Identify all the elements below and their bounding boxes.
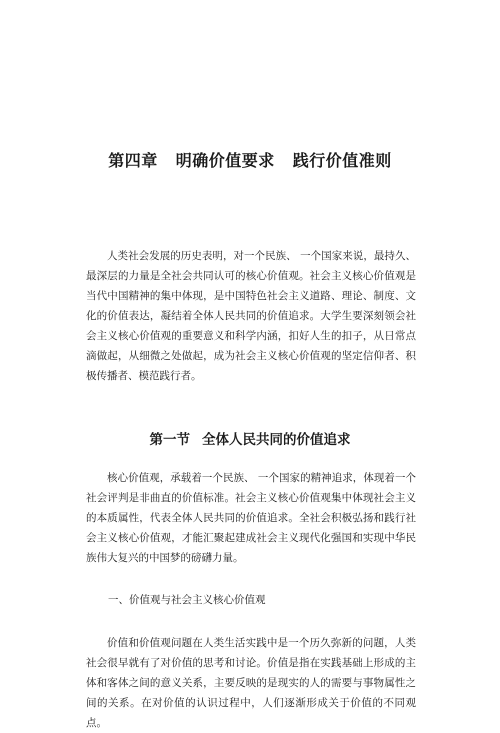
chapter-title-part1: 明确价值要求	[175, 151, 275, 170]
section-title-text: 全体人民共同的价值追求	[202, 432, 351, 448]
chapter-intro: 人类社会发展的历史表明，对一个民族、 一个国家来说，最持久、最深层的力量是全社会共同认可的核心价值观。社会主义核心价值观是当代中国精神的集中体现，是中国特色社会主义道路、理论、制度、文化的价值表达，凝结着全体人民共同的价值追求。大学生要深刻领会社会主义核心价值观的重要意义和科学内涵，扣好人生的扣子，从日常点滴做起，从细微之处做起，成为社会主义核心价值观的坚定信仰者、积极传播者、模范践行者。	[86, 250, 416, 382]
section-title	[0, 428, 500, 448]
chapter-title	[0, 148, 500, 171]
chapter-number: 第四章	[108, 151, 158, 170]
chapter-title-part2: 践行价值准则	[292, 151, 392, 170]
subheading: 一、价值观与社会主义核心价值观	[108, 594, 266, 606]
body-paragraph-2: 价值和价值观问题在人类生活实践中是一个历久弥新的问题，人类社会很早就有了对价值的思考和讨论。价值是指在实践基础上形成的主体和客体之间的意义关系，主要反映的是现实的人的需要与事物属性之间的关系。在对价值的认识过程中，人们逐渐形成关于价值的不同观点。	[86, 637, 416, 729]
body-paragraph-1: 核心价值观，承载着一个民族、 一个国家的精神追求，体现着一个社会评判是非曲直的价值标准。社会主义核心价值观集中体现社会主义的本质属性，代表全体人民共同的价值追求。全社会积极弘扬和践行社会主义核心价值观，才能汇聚起建成社会主义现代化强国和实现中华民族伟大复兴的中国梦的磅礴力量。	[86, 472, 416, 564]
section-number: 第一节	[149, 432, 190, 448]
